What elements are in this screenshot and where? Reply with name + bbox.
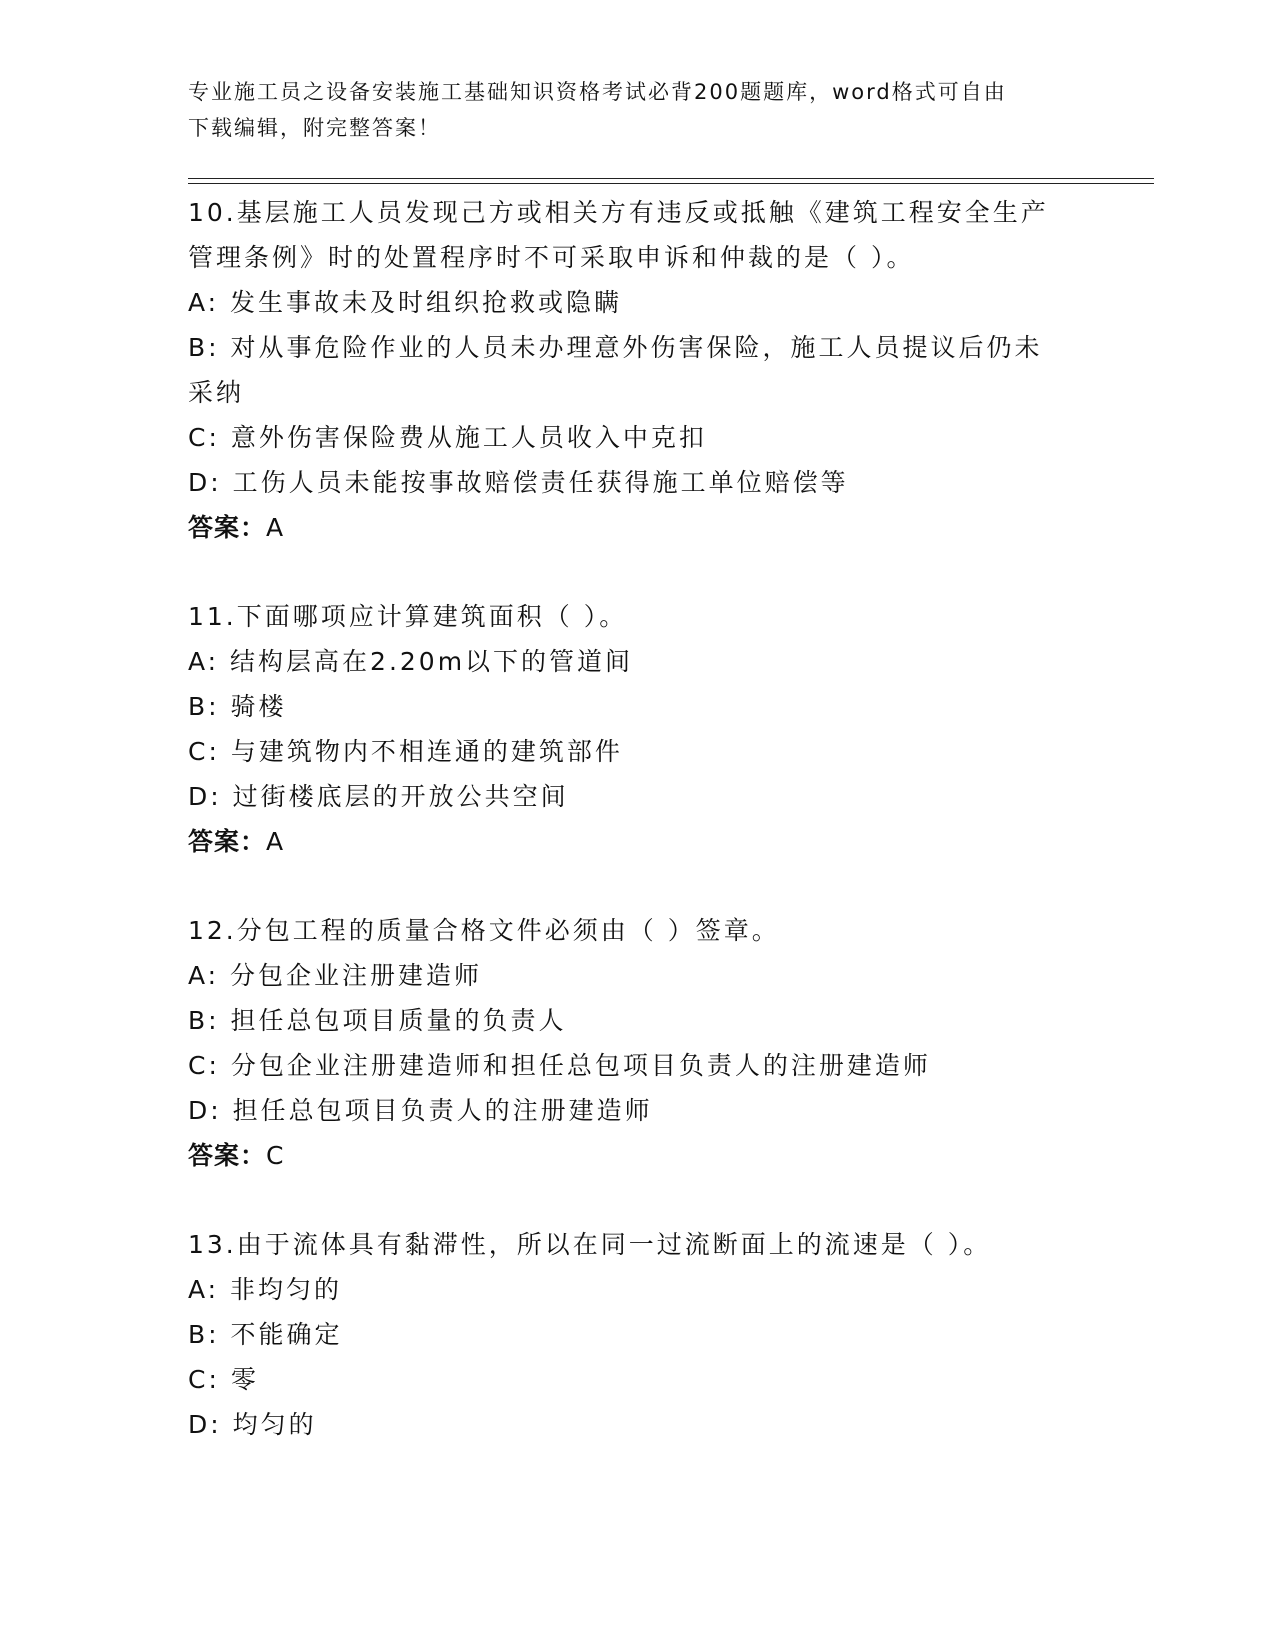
answer-line (188, 505, 1088, 550)
question-list (188, 190, 1088, 1491)
option-d: D: 均匀的 (188, 1410, 317, 1439)
option-a: A: 发生事故未及时组织抢救或隐瞒 (188, 288, 623, 317)
option-b: B: 担任总包项目质量的负责人 (188, 1006, 567, 1035)
answer-line (188, 1133, 1088, 1178)
question-stem: 13.由于流体具有黏滞性，所以在同一过流断面上的流速是（ ）。 (188, 1230, 992, 1259)
option-d: D: 过街楼底层的开放公共空间 (188, 782, 569, 811)
answer-label: 答案： (188, 513, 267, 542)
answer-label: 答案： (188, 1141, 267, 1170)
header-line-1: 专业施工员之设备安装施工基础知识资格考试必背200题题库，word格式可自由 (188, 80, 1007, 104)
option-b-continued: 采纳 (188, 378, 245, 407)
question-11 (188, 594, 1088, 864)
question-stem: 10.基层施工人员发现己方或相关方有违反或抵触《建筑工程安全生产 (188, 198, 1049, 227)
option-b: B: 不能确定 (188, 1320, 343, 1349)
option-c: C: 与建筑物内不相连通的建筑部件 (188, 737, 623, 766)
option-a: A: 结构层高在2.20m以下的管道间 (188, 647, 634, 676)
option-d: D: 担任总包项目负责人的注册建造师 (188, 1096, 653, 1125)
option-a: A: 分包企业注册建造师 (188, 961, 483, 990)
answer-value: A (266, 827, 285, 856)
answer-value: C (266, 1141, 285, 1170)
question-stem-continued: 管理条例》时的处置程序时不可采取申诉和仲裁的是（ ）。 (188, 243, 915, 272)
option-c: C: 意外伤害保险费从施工人员收入中克扣 (188, 423, 707, 452)
question-12 (188, 908, 1088, 1178)
question-stem: 11.下面哪项应计算建筑面积（ ）。 (188, 602, 628, 631)
question-13 (188, 1222, 1088, 1447)
option-c: C: 零 (188, 1365, 259, 1394)
option-a: A: 非均匀的 (188, 1275, 343, 1304)
answer-line (188, 819, 1088, 864)
question-stem: 12.分包工程的质量合格文件必须由（ ）签章。 (188, 916, 780, 945)
answer-label: 答案： (188, 827, 267, 856)
header-divider-bottom (188, 183, 1154, 184)
option-d: D: 工伤人员未能按事故赔偿责任获得施工单位赔偿等 (188, 468, 849, 497)
header-divider-top (188, 178, 1154, 179)
question-10 (188, 190, 1088, 550)
header-line-2: 下载编辑，附完整答案！ (188, 116, 441, 140)
answer-value: A (266, 513, 285, 542)
option-b: B: 对从事危险作业的人员未办理意外伤害保险，施工人员提议后仍未 (188, 333, 1043, 362)
document-header (188, 74, 1068, 146)
option-c: C: 分包企业注册建造师和担任总包项目负责人的注册建造师 (188, 1051, 931, 1080)
option-b: B: 骑楼 (188, 692, 287, 721)
